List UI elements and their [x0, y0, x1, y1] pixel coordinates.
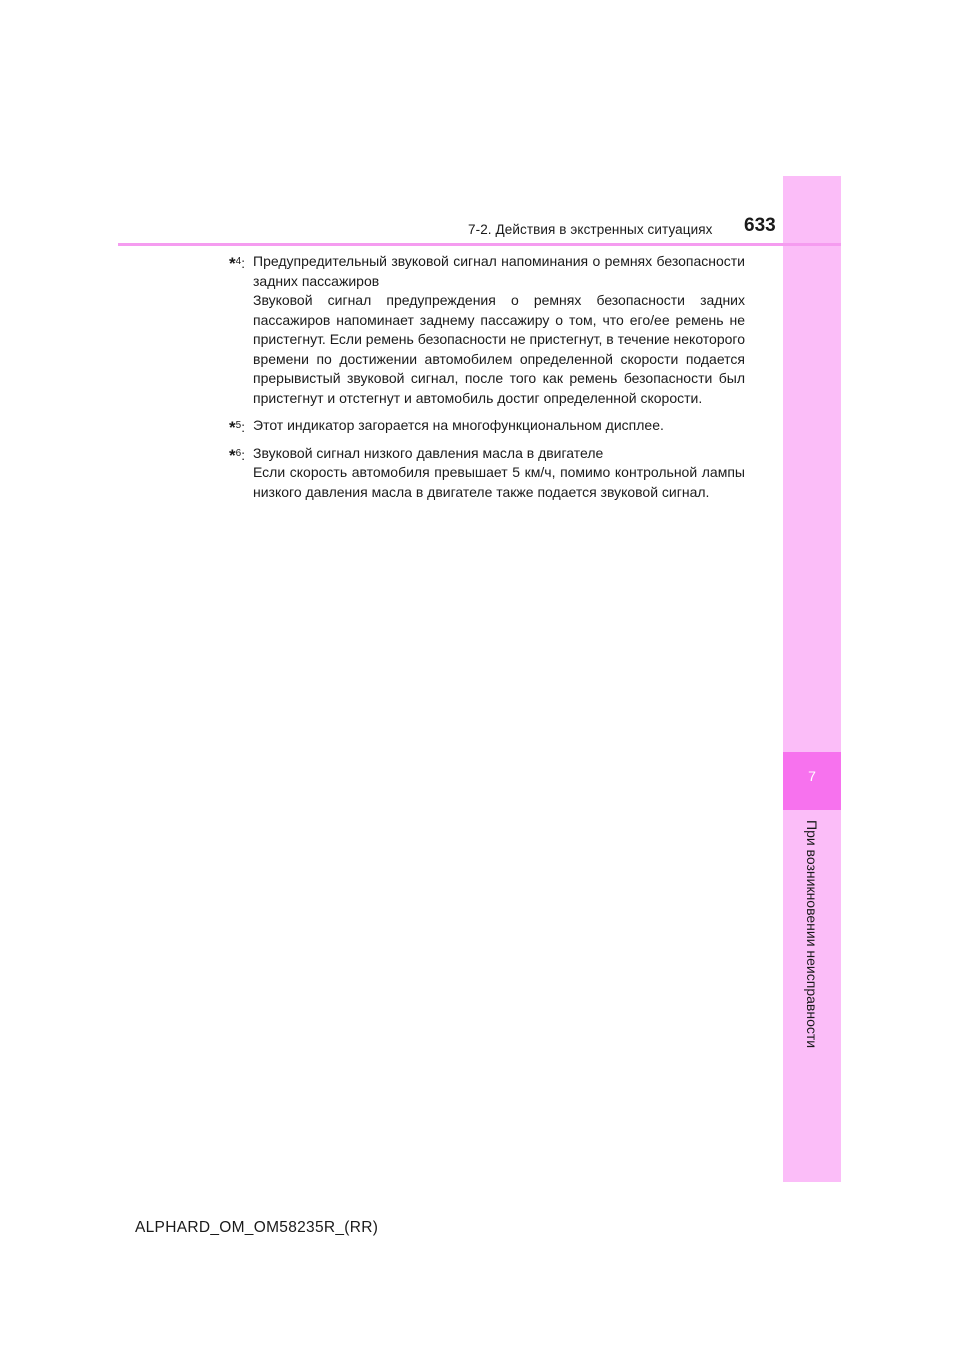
footnote-heading: Предупредительный звуковой сигнал напоминания о ремнях безопасности	[253, 253, 745, 269]
page-number: 633	[744, 215, 776, 236]
footnote-6	[229, 444, 745, 503]
footnote-heading: Звуковой сигнал низкого давления масла в двигателе	[253, 444, 604, 461]
document-code: ALPHARD_OM_OM58235R_(RR)	[135, 1219, 379, 1236]
footnote-number: 4	[235, 256, 242, 267]
footnote-marker	[229, 416, 245, 438]
footnote-4	[229, 252, 745, 408]
footnote-5	[229, 416, 745, 436]
footnote-heading-cont: задних пассажиров	[253, 272, 380, 289]
footnote-heading: Этот индикатор загорается на многофункциональном дисплее.	[253, 417, 664, 433]
footnote-colon: :	[241, 420, 245, 435]
footnote-colon: :	[241, 256, 245, 271]
footnotes-content	[229, 252, 745, 510]
asterisk-icon: *	[229, 445, 236, 465]
footnote-body: Звуковой сигнал предупреждения о ремнях безопасности задних пассажиров напоминает заднему пассажиру о том, что его/ее ремень не пристегнут. Если ремень безопасности не пристегнут, в течение некоторого времени по достижении автомобилем определенной скорости подается прерывистый звуковой сигнал, после того как ремень безопасности был пристегнут и отстегнут и автомобиль достиг определенной скорости.	[253, 292, 745, 406]
chapter-title: При возникновении неисправности	[804, 820, 820, 1049]
asterisk-icon: *	[229, 254, 236, 273]
footnote-number: 5	[235, 420, 242, 431]
footnote-marker	[229, 444, 245, 466]
footnote-marker	[229, 252, 245, 274]
chapter-number: 7	[808, 768, 816, 784]
footnote-number: 6	[235, 447, 242, 459]
footnote-colon: :	[241, 447, 245, 463]
asterisk-icon: *	[229, 418, 236, 437]
header-divider	[118, 243, 841, 246]
section-title: 7-2. Действия в экстренных ситуациях	[468, 222, 713, 237]
footnote-body: Если скорость автомобиля превышает 5 км/ч, помимо контрольной лампы низкого давления масла в двигателе также подается звуковой сигнал.	[253, 464, 745, 500]
